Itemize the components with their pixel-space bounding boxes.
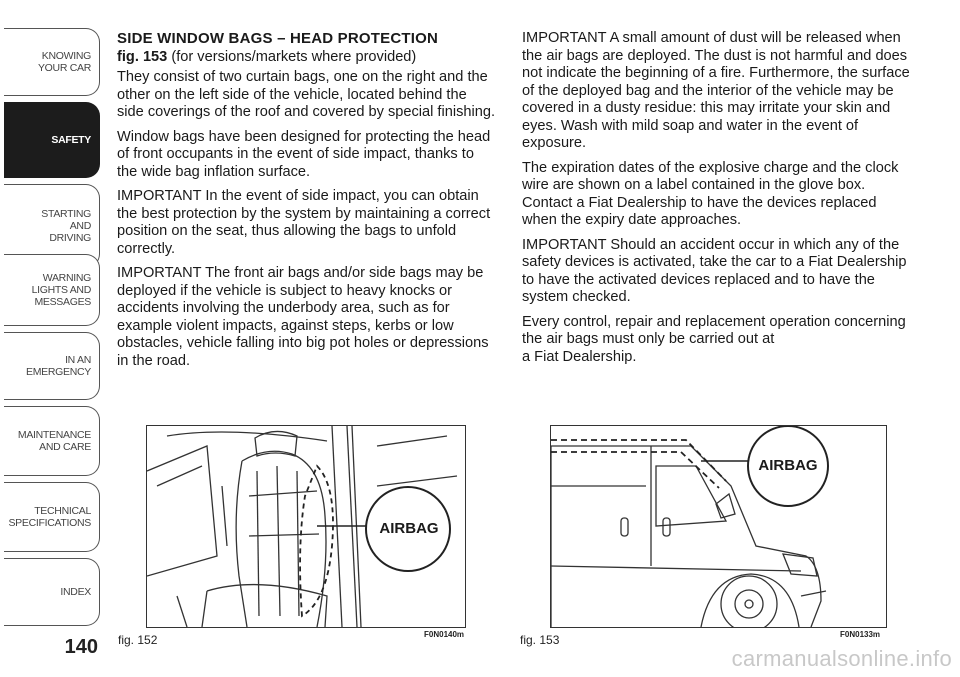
figure-note: (for versions/markets where provided) (167, 48, 417, 65)
tab-knowing-your-car[interactable]: KNOWING YOUR CAR (4, 28, 100, 96)
right-text-column (522, 30, 914, 373)
tab-safety[interactable]: SAFETY (4, 102, 100, 178)
figure-caption: fig. 152 (118, 633, 158, 647)
figure-code: F0N0133m (840, 630, 881, 639)
airbag-callout-label: AIRBAG (379, 520, 439, 537)
tab-in-an-emergency[interactable]: IN AN EMERGENCY (4, 332, 100, 400)
page-number: 140 (64, 636, 98, 658)
section-heading: SIDE WINDOW BAGS – HEAD PROTECTION (117, 30, 438, 47)
tab-technical-specifications[interactable]: TECHNICAL SPECIFICATIONS (4, 482, 100, 552)
tab-index[interactable]: INDEX (4, 558, 100, 626)
airbag-callout-label: AIRBAG (758, 457, 818, 474)
watermark-text: carmanualsonline.info (731, 646, 952, 671)
figure-153-van-illustration (550, 425, 887, 628)
figure-caption: fig. 153 (520, 633, 560, 647)
tab-warning-lights[interactable]: WARNING LIGHTS AND MESSAGES (4, 254, 100, 326)
paragraph: They consist of two curtain bags, one on the right and the other on the left side of the vehicle, located behind the side coverings of the roof and covered by special finishing. (117, 69, 496, 120)
figure-code: F0N0140m (424, 630, 465, 639)
paragraph: The expiration dates of the explosive charge and the clock wire are shown on a label contained in the glove box. Contact a Fiat Dealership to have the devices replaced when the expiry date approaches. (522, 159, 899, 228)
paragraph: IMPORTANT The front air bags and/or side bags may be deployed if the vehicle is subject to heavy knocks or accidents involving the underbody area, such as for example violent impacts, against steps, kerbs or low obstacles, vehicle falling into big pot holes or depressions in the road. (117, 265, 489, 369)
figure-reference[interactable]: fig. 153 (117, 48, 168, 65)
paragraph: IMPORTANT In the event of side impact, you can obtain the best protection by the system by maintaining a correct position on the seat, thus allowing the bags to unfold correctly. (117, 188, 491, 257)
figure-152-seat-illustration (146, 425, 466, 628)
tab-starting-and-driving[interactable]: STARTING AND DRIVING (4, 184, 100, 268)
paragraph: IMPORTANT A small amount of dust will be released when the air bags are deployed. The dust is not harmful and does not indicate the beginning of a fire. Furthermore, the surface of the deployed bag and the interior of the vehicle may be covered in a dusty residue: this may irritate your skin and eyes. Wash with mild soap and water in the event of exposure. (522, 30, 910, 151)
left-text-column (117, 30, 497, 377)
tab-maintenance[interactable]: MAINTENANCE AND CARE (4, 406, 100, 476)
paragraph: IMPORTANT Should an accident occur in which any of the safety devices is activated, take the car to a Fiat Dealership to have the activated devices replaced and to have the system checked. (522, 236, 907, 305)
paragraph: Every control, repair and replacement operation concerning the air bags must only be carried out at a Fiat Dealership. (522, 313, 906, 365)
paragraph: Window bags have been designed for protecting the head of front occupants in the event of side impact, thanks to the wide bag inflation surface. (117, 128, 491, 180)
